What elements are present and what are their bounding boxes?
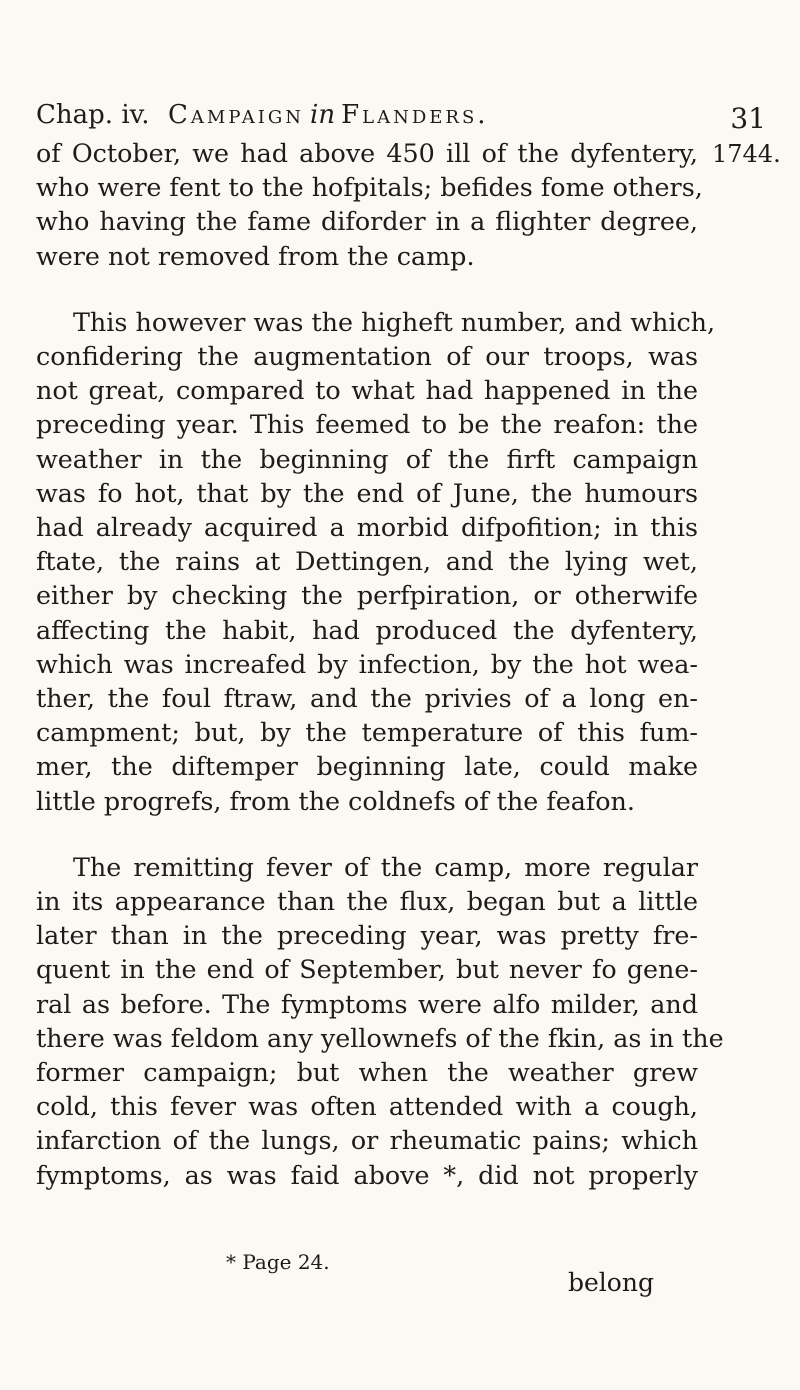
text-line: ther, the foul ftraw, and the privies of a long en-	[36, 683, 698, 714]
text-line: who were fent to the hofpitals; befides fome others,	[36, 172, 703, 203]
text-line: This however was the higheft number, and which,	[73, 306, 716, 337]
text-line: little progrefs, from the coldnefs of the feafon.	[36, 785, 635, 816]
running-title-in: in	[310, 100, 336, 130]
paragraph-3	[36, 850, 724, 1192]
text-line: affecting the habit, had produced the dyfentery,	[36, 614, 698, 645]
text-line: in its appearance than the flux, began but a little	[36, 886, 698, 917]
body-text	[36, 136, 724, 1192]
text-line: there was feldom any yellownefs of the fkin, as in the	[36, 1022, 724, 1053]
paragraph-1	[36, 136, 703, 273]
text-line: either by checking the perfpiration, or otherwife	[36, 580, 698, 611]
paragraph-2	[36, 305, 716, 818]
chapter-label: Chap. iv.	[36, 100, 150, 130]
running-header	[36, 96, 766, 136]
text-line: were not removed from the camp.	[36, 240, 475, 271]
running-title-campaign: Campaign	[168, 100, 305, 130]
text-line: confidering the augmentation of our troops, was	[36, 341, 698, 372]
text-line: campment; but, by the temperature of this fum-	[36, 717, 698, 748]
text-line: preceding year. This feemed to be the reafon: the	[36, 409, 698, 440]
text-line: weather in the beginning of the firft campaign	[36, 443, 698, 474]
text-line: was fo hot, that by the end of June, the humours	[36, 477, 698, 508]
text-line: cold, this fever was often attended with a cough,	[36, 1091, 698, 1122]
text-line: former campaign; but when the weather grew	[36, 1057, 698, 1088]
text-line: infarction of the lungs, or rheumatic pains; which	[36, 1125, 698, 1156]
text-line: of October, we had above 450 ill of the dyfentery,	[36, 138, 698, 168]
text-line: mer, the diftemper beginning late, could make	[36, 751, 698, 782]
text-line: quent in the end of September, but never fo gene-	[36, 954, 698, 985]
text-line: which was increafed by infection, by the hot wea-	[36, 648, 698, 679]
text-line: ftate, the rains at Dettingen, and the lying wet,	[36, 546, 698, 577]
footnote: * Page 24.	[226, 1250, 330, 1274]
running-title	[168, 100, 489, 130]
catchword: belong	[568, 1268, 654, 1297]
text-line: not great, compared to what had happened in the	[36, 375, 698, 406]
text-line: who having the fame diforder in a flighter degree,	[36, 206, 698, 237]
running-title-flanders: Flanders.	[341, 100, 489, 130]
text-line: later than in the preceding year, was pretty fre-	[36, 920, 698, 951]
text-line: The remitting fever of the camp, more regular	[73, 851, 698, 882]
page-number: 31	[730, 102, 766, 135]
text-line: ral as before. The fymptoms were alfo milder, and	[36, 988, 698, 1019]
margin-year: 1744.	[712, 140, 781, 168]
text-line: fymptoms, as was faid above *, did not properly	[36, 1159, 698, 1190]
text-line: had already acquired a morbid difpofition; in this	[36, 512, 698, 543]
